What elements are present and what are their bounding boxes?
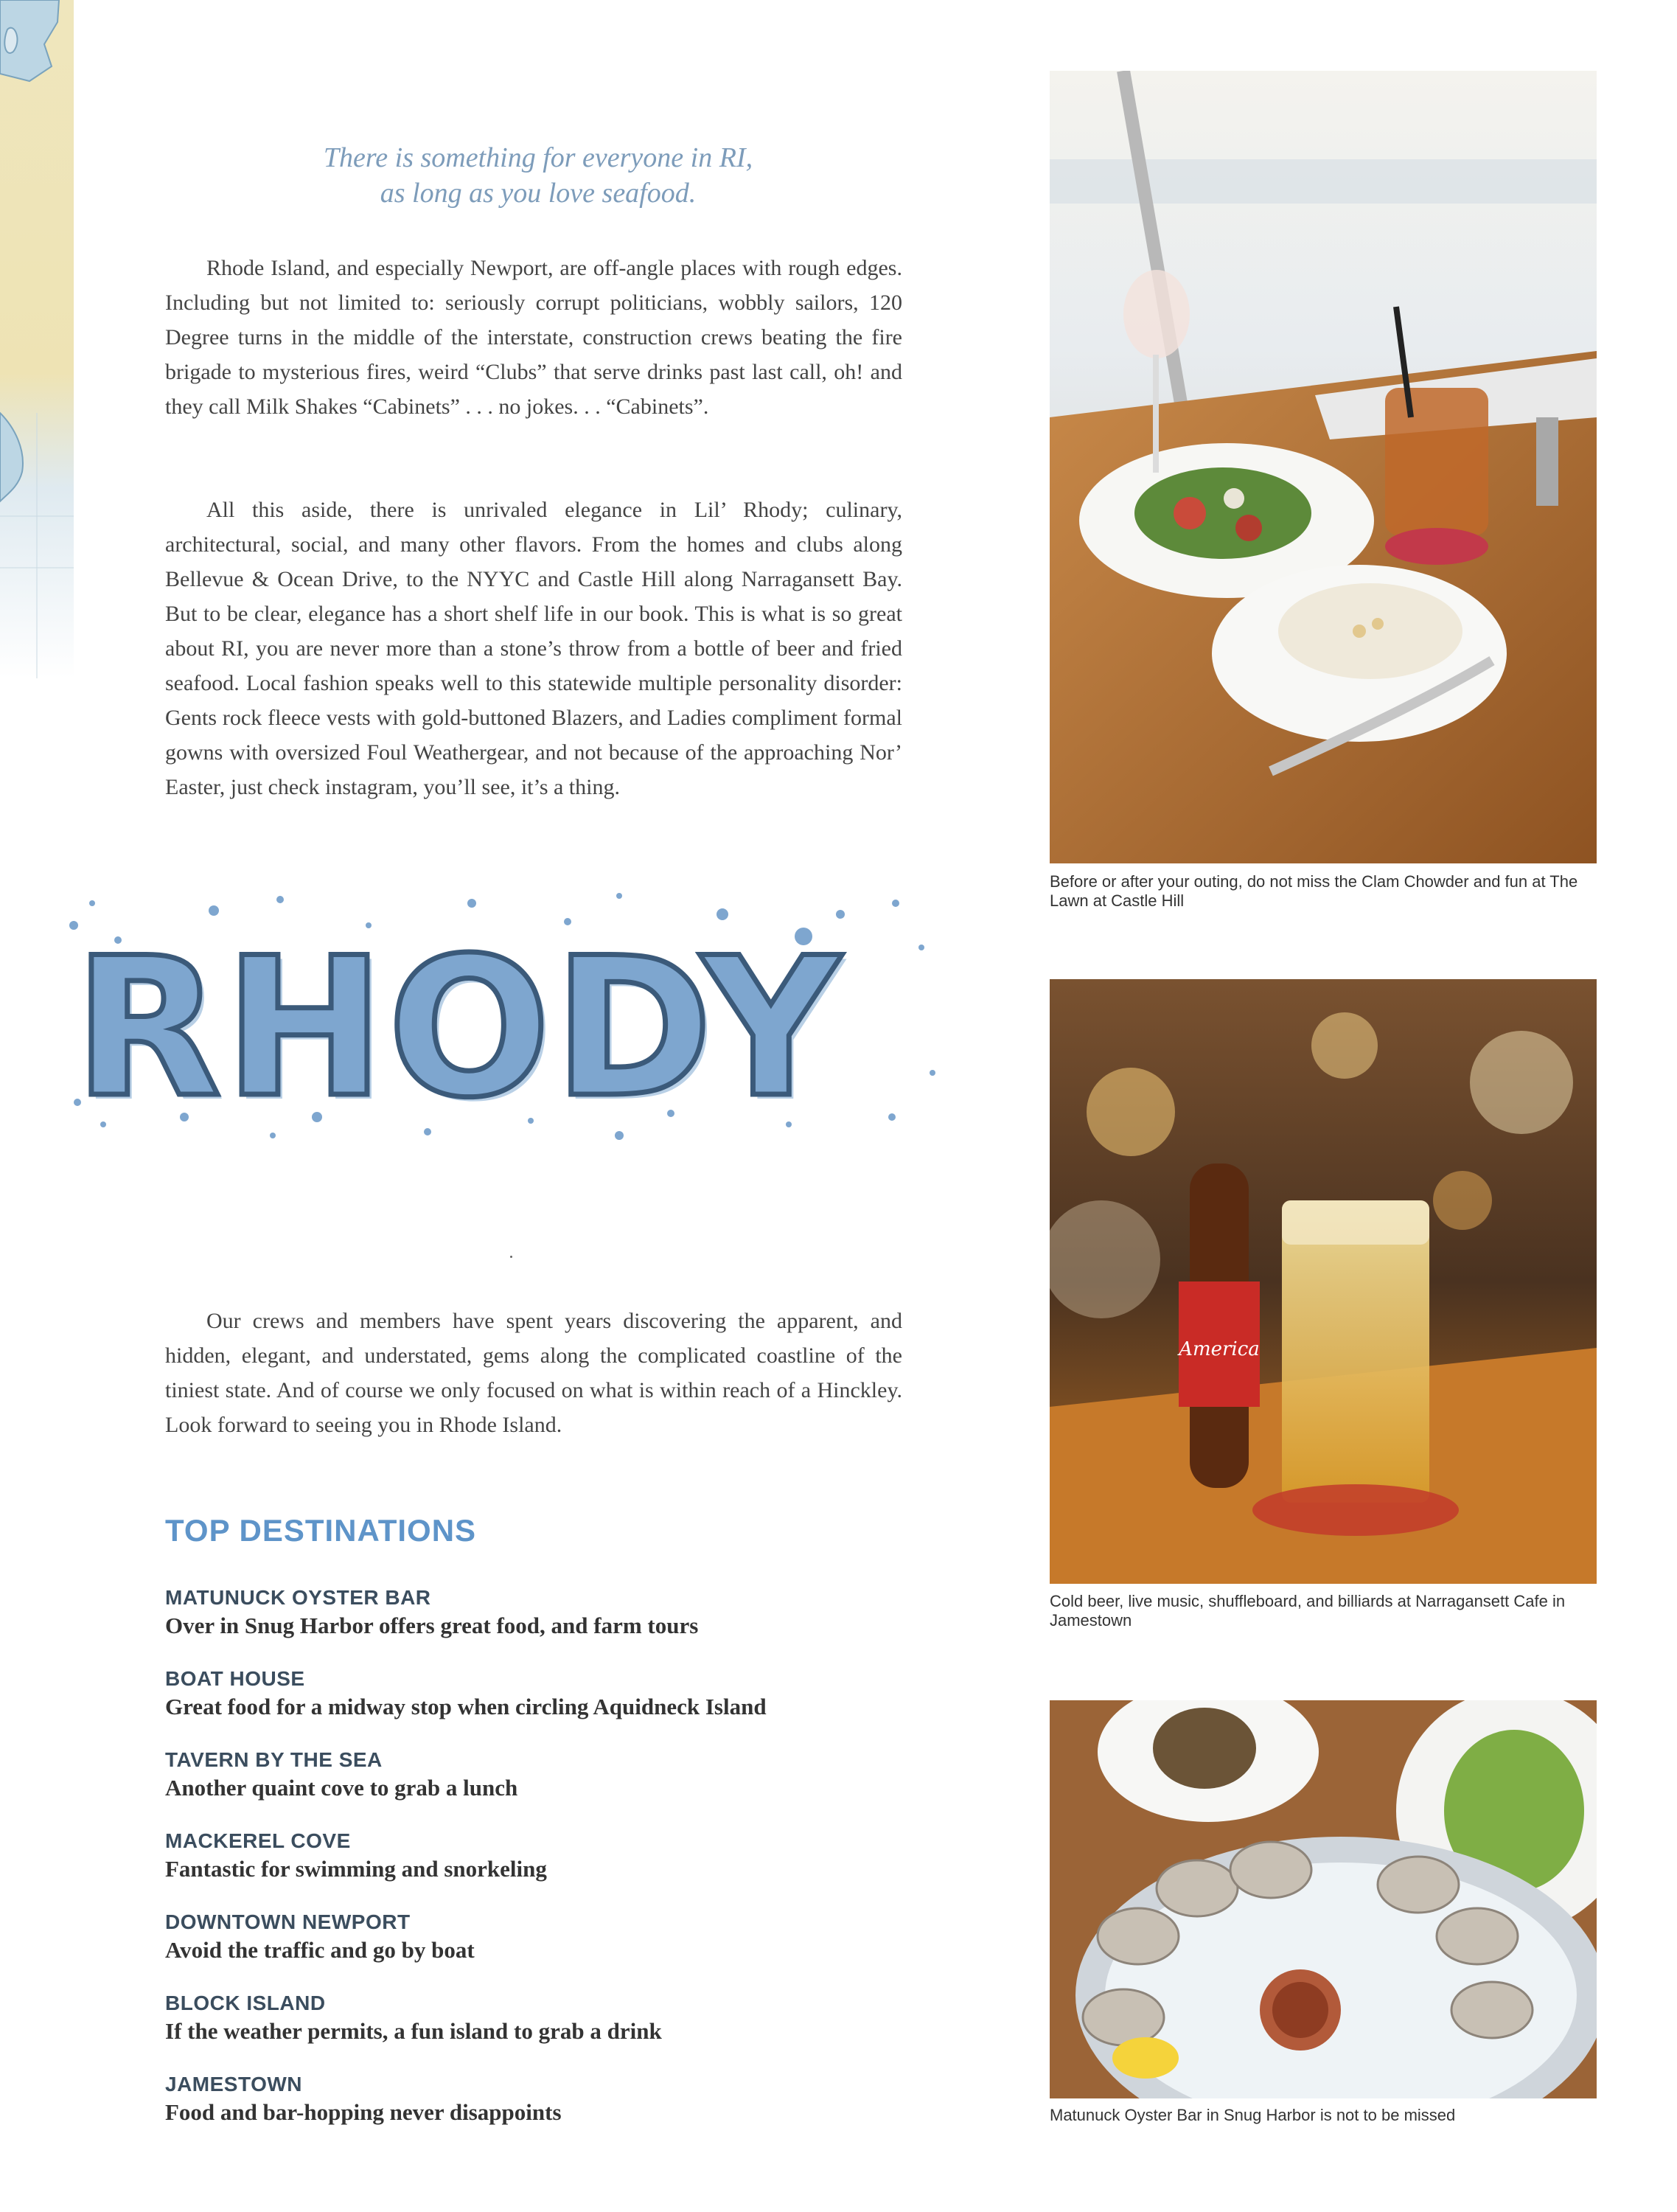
destination-description: Over in Snug Harbor offers great food, and farm tours xyxy=(165,1613,699,1638)
small-dot xyxy=(510,1256,512,1258)
body-paragraph-1: Rhode Island, and especially Newport, are off-angle places with rough edges. Including but not limited to: seriously corrupt politicians, wobbly sailors, 120 Degree turns in the middle of the interstate, construction crews beating the fire brigade to mysterious fires, weird “Clubs” that serve drinks past last call, oh! and they call Milk Shakes “Cabinets” . . . no jokes. . . “Cabinets”. xyxy=(165,256,902,419)
intro-quote xyxy=(221,140,855,211)
destination-item xyxy=(165,1910,902,1991)
map-coastline-graphic xyxy=(0,0,74,678)
photo-oysters xyxy=(1050,1700,1597,2098)
destination-description: Avoid the traffic and go by boat xyxy=(165,1937,475,1963)
nautical-map-strip xyxy=(0,0,74,678)
destination-name: MACKEREL COVE xyxy=(165,1829,351,1852)
photo-caption-1: Before or after your outing, do not miss the Clam Chowder and fun at The Lawn at Castle Hill xyxy=(1050,872,1578,910)
photo-clam-chowder xyxy=(1050,71,1597,863)
destination-name: JAMESTOWN xyxy=(165,2073,302,2096)
destination-description: If the weather permits, a fun island to grab a drink xyxy=(165,2018,662,2044)
destination-item xyxy=(165,1991,902,2072)
destination-description: Fantastic for swimming and snorkeling xyxy=(165,1856,547,1882)
top-destinations-heading: TOP DESTINATIONS xyxy=(165,1513,477,1548)
destination-list xyxy=(165,1585,902,2153)
destination-item xyxy=(165,1585,902,1666)
bottle-label-text: America xyxy=(1179,1338,1260,1360)
rhody-title: RHODY xyxy=(74,917,844,1140)
destination-name: MATUNUCK OYSTER BAR xyxy=(165,1586,431,1609)
photo-beer-bar xyxy=(1050,979,1597,1584)
body-paragraph-2: All this aside, there is unrivaled elegance in Lil’ Rhody; culinary, architectural, social, and many other flavors. From the homes and clubs along Bellevue & Ocean Drive, to the NYYC and Castle Hill along Narragansett Bay. But to be clear, elegance has a short shelf life in our book. This is what is so great about RI, you are never more than a stone’s throw from a bottle of beer and fried seafood. Local fashion speaks well to this statewide multiple personality disorder: Gents rock fleece vests with gold-buttoned Blazers, and Ladies compliment formal gowns with oversized Foul Weathergear, and not because of the approaching Nor’ Easter, just check instagram, you’ll see, it’s a thing. xyxy=(165,498,902,799)
destination-description: Food and bar-hopping never disappoints xyxy=(165,2099,562,2125)
intro-quote-line-1: There is something for everyone in RI, xyxy=(323,142,753,173)
destination-item xyxy=(165,1829,902,1910)
body-paragraph-3: Our crews and members have spent years discovering the apparent, and hidden, elegant, and understated, gems along the complicated coastline of the tiniest state. And of course we only focused on what is within reach of a Hinckley. Look forward to seeing you in Rhode Island. xyxy=(165,1309,902,1437)
destination-description: Great food for a midway stop when circling Aquidneck Island xyxy=(165,1694,767,1719)
destination-name: TAVERN BY THE SEA xyxy=(165,1748,383,1771)
photo-caption-3: Matunuck Oyster Bar in Snug Harbor is not to be missed xyxy=(1050,2106,1456,2124)
destination-item xyxy=(165,1666,902,1747)
rhody-title-graphic xyxy=(59,881,944,1154)
photo-caption-2: Cold beer, live music, shuffleboard, and billiards at Narragansett Cafe in Jamestown xyxy=(1050,1592,1566,1630)
intro-quote-line-2: as long as you love seafood. xyxy=(380,178,697,209)
destination-description: Another quaint cove to grab a lunch xyxy=(165,1775,518,1801)
destination-item xyxy=(165,1747,902,1829)
destination-item xyxy=(165,2072,902,2153)
destination-name: BLOCK ISLAND xyxy=(165,1992,326,2014)
destination-name: BOAT HOUSE xyxy=(165,1667,305,1690)
destination-name: DOWNTOWN NEWPORT xyxy=(165,1910,411,1933)
